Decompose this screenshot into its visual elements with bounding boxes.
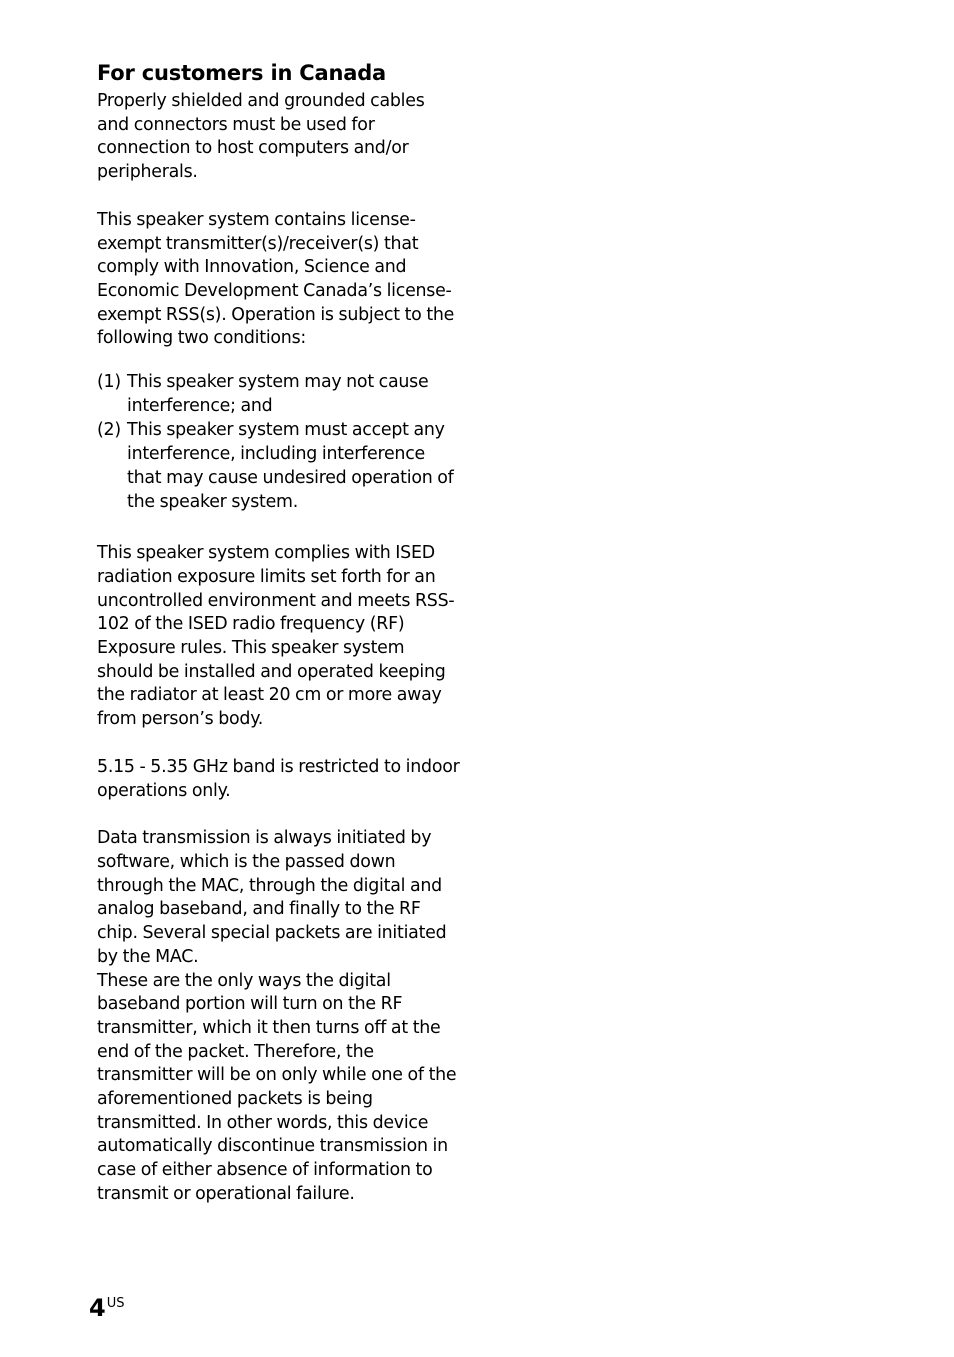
condition-text: This speaker system must accept any interference, including interference that may cause undesired operation of the speaker system. (127, 420, 454, 512)
paragraph-spacer (97, 351, 461, 371)
paragraph-spacer (97, 732, 461, 756)
paragraph-spacer (97, 803, 461, 827)
page-number-suffix: US (106, 1296, 125, 1311)
radiation-exposure-paragraph: This speaker system complies with ISED radiation exposure limits set forth for an uncontrolled environment and meets RSS-102 of the ISED radio frequency (RF) Exposure rules. This speaker system should be installed and operated keeping the radiator at least 20 cm or more away from person’s body. (97, 543, 455, 730)
condition-number: (2) (97, 420, 121, 441)
section-heading: For customers in Canada (97, 61, 387, 85)
page-number-value: 4 (89, 1294, 106, 1322)
shielded-cables-paragraph: Properly shielded and grounded cables and connectors must be used for connection to host computers and/or peripherals. (97, 91, 425, 183)
paragraph-spacer (97, 514, 461, 542)
data-transmission-paragraph: Data transmission is always initiated by software, which is the passed down through the MAC, through the digital and analog baseband, and finally to the RF chip. Several special packets are initiated by the MAC. (97, 828, 447, 967)
condition-text: This speaker system may not cause interference; and (127, 372, 429, 416)
document-column (97, 58, 461, 1207)
condition-number: (1) (97, 372, 121, 393)
band-restriction-paragraph: 5.15 - 5.35 GHz band is restricted to indoor operations only. (97, 756, 460, 801)
condition-item (97, 419, 461, 514)
condition-item (97, 371, 461, 418)
paragraph-spacer (97, 185, 461, 209)
conditions-list (97, 371, 461, 514)
rf-transmitter-paragraph: These are the only ways the digital baseband portion will turn on the RF transmitter, which it then turns off at the end of the packet. Therefore, the transmitter will be on only while one of the aforementioned packets is being transmitted. In other words, this device automatically discontinue transmission in case of either absence of information to transmit or operational failure. (97, 970, 457, 1204)
page-number (89, 1293, 124, 1323)
license-exempt-paragraph: This speaker system contains license-exempt transmitter(s)/receiver(s) that comply with Innovation, Science and Economic Development Canada’s license-exempt RSS(s). Operation is subject to the following two conditions: (97, 209, 455, 349)
